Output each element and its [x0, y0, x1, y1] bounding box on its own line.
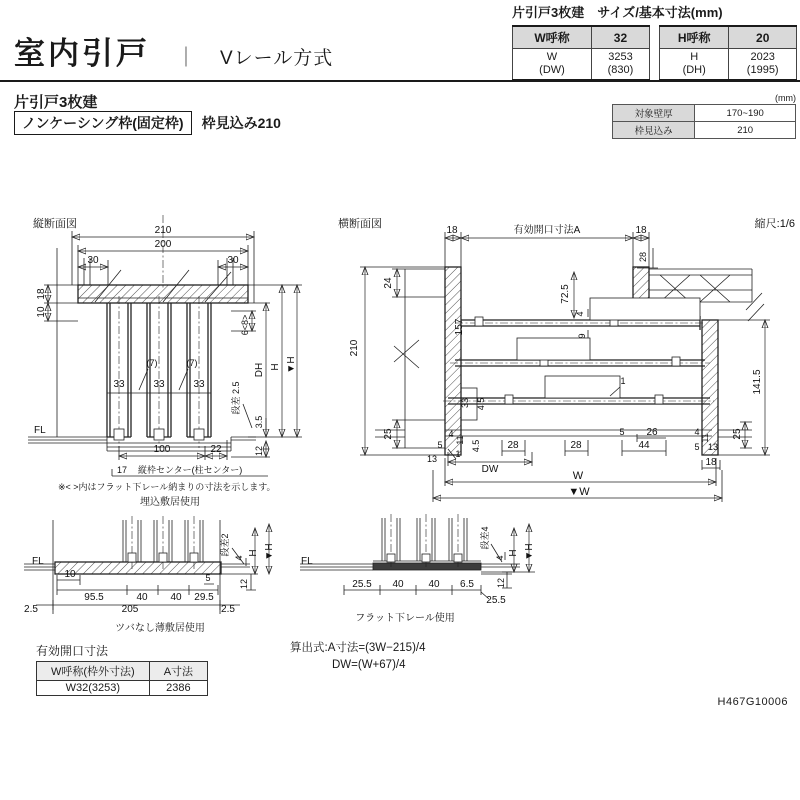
dim-label: 4	[448, 429, 454, 439]
door-stile-mid	[517, 338, 590, 360]
dim-label: 33	[460, 397, 470, 409]
head-jamb	[78, 285, 248, 303]
dim-label: 95.5	[84, 592, 104, 603]
dim-label: H	[270, 363, 281, 371]
page-title: 室内引戸	[14, 36, 150, 71]
dim-label: (7)	[146, 358, 158, 368]
dh-label: (DH)	[682, 64, 706, 77]
w-value: 3253	[608, 51, 633, 63]
roller-1	[114, 429, 124, 440]
wall-row-label: 対象壁厚	[613, 105, 695, 122]
depth-row-label: 枠見込み	[613, 122, 695, 139]
dim-label: FL	[32, 556, 44, 567]
calculation-formula	[290, 640, 425, 675]
dim-label: 30	[227, 255, 239, 266]
dim-label: 縦断面図	[33, 218, 77, 230]
dim-label: ※< >内はフラット下レール納まりの寸法を示します。	[58, 482, 276, 492]
frame-spec-row	[14, 111, 281, 135]
wall-studs	[57, 248, 233, 437]
dim-label: 4	[234, 555, 244, 561]
size-table-title: 片引戸3枚建 サイズ/基本寸法(mm)	[512, 5, 723, 20]
dim-label: H	[508, 549, 519, 557]
dim-label: 1	[620, 376, 626, 386]
dim-label: 18	[446, 225, 458, 236]
dim-label: 2.5	[221, 604, 235, 615]
dim-label: 25.5	[486, 595, 506, 606]
dim-label: 72.5	[560, 284, 571, 304]
frame-depth-label: 枠見込み210	[201, 115, 281, 131]
extension-lines	[44, 231, 254, 321]
dim-label: 縦枠センター(柱センター)	[138, 465, 243, 475]
formula-line-1: 算出式:A寸法=(3W−215)/4	[290, 642, 426, 654]
dim-label: ▼H	[524, 543, 535, 561]
dim-label: 段差 2.5	[231, 381, 241, 415]
opening-table-title: 有効開口寸法	[36, 644, 109, 658]
width-size-table	[512, 25, 650, 81]
dim-label: 40	[428, 579, 440, 590]
h-value: 2023	[750, 51, 775, 63]
dim-label: 25	[732, 428, 743, 440]
floor-lines	[28, 437, 256, 451]
roller	[128, 553, 136, 562]
dim-label: 33	[153, 379, 165, 390]
dim-label: 24	[383, 277, 394, 289]
door-stile-top	[590, 298, 700, 320]
dim-label: 28	[507, 440, 519, 451]
title-separator: ｜	[176, 47, 196, 69]
dim-label: 1	[455, 449, 461, 459]
dim-label: 6<8>	[240, 314, 250, 336]
dim-label: 10	[64, 569, 76, 580]
dim-label: 6.5	[460, 579, 474, 590]
dim-label: 22	[210, 444, 222, 455]
dim-label: 33	[193, 379, 205, 390]
dim-label: 11	[700, 433, 710, 443]
dim-label: 17	[116, 465, 128, 475]
dim-label: 横断面図	[338, 218, 382, 230]
dim-label: 40	[136, 592, 148, 603]
dim-label: 33	[113, 379, 125, 390]
dim-label: 18	[36, 288, 47, 300]
dim-label: 10	[36, 306, 47, 318]
h-value-cell	[729, 49, 797, 81]
dim-label: 4	[495, 555, 505, 561]
dim-label: 12	[496, 577, 506, 589]
dim-label: DW	[481, 464, 499, 475]
top-extension-lines	[445, 232, 649, 267]
dim-label: 11	[455, 435, 465, 445]
opening-w-value: W32(3253)	[37, 681, 150, 696]
dim-label: 210	[349, 339, 360, 357]
dh-value: (1995)	[746, 64, 779, 77]
w-label: W	[546, 51, 558, 63]
roller	[190, 553, 198, 562]
dim-label: 100	[153, 444, 171, 455]
dw-label: (DW)	[539, 64, 565, 77]
dim-label: 205	[121, 604, 139, 615]
embedded-sill	[55, 562, 221, 574]
page-header	[14, 28, 333, 73]
door-stile-bottom	[545, 376, 620, 398]
wall-row-value: 170~190	[695, 105, 796, 122]
dim-label: DH	[254, 362, 265, 378]
opening-col-header-a: A寸法	[149, 662, 207, 681]
dim-label: 28	[570, 440, 582, 451]
dim-label: 9	[577, 333, 587, 339]
dim-label: 埋込敷居使用	[140, 497, 200, 508]
dim-label: 44	[638, 440, 650, 451]
h-name-header: H呼称	[660, 26, 729, 49]
dim-label: 28	[638, 251, 648, 263]
right-jamb	[633, 267, 649, 302]
w-value-header: 32	[591, 26, 649, 49]
dim-label: 40	[170, 592, 182, 603]
h-value-header: 20	[729, 26, 797, 49]
dim-label: 4	[694, 427, 700, 437]
roller	[422, 554, 430, 562]
roller	[159, 553, 167, 562]
dim-label: 26	[646, 427, 658, 438]
effective-opening-block	[36, 642, 208, 696]
dim-label: 3.5	[254, 415, 264, 429]
dim-label: 縮尺:1/6	[754, 218, 795, 230]
dim-label: 2.5	[24, 604, 38, 615]
document-code: H467G10006	[717, 696, 788, 708]
dim-label: ツバなし薄敷居使用	[115, 623, 205, 634]
roller	[387, 554, 395, 562]
flat-rail	[373, 563, 481, 570]
dim-label: 13	[426, 454, 438, 464]
track-roller	[505, 395, 513, 404]
roller-3	[194, 429, 204, 440]
dim-label: 12	[254, 445, 264, 457]
wall-thickness-table	[612, 104, 796, 139]
dim-label: 13	[707, 442, 719, 452]
h-label: H	[690, 51, 699, 63]
dim-label: ▼H	[286, 356, 297, 374]
wall-thickness-block	[612, 93, 796, 139]
dim-label: 40	[392, 579, 404, 590]
dim-label: 段差2	[220, 533, 230, 557]
dim-label: 210	[154, 225, 172, 236]
dim-label: 有効開口寸法A	[513, 225, 581, 236]
left-jamb	[445, 267, 461, 455]
opening-col-header-w: W呼称(枠外寸法)	[37, 662, 150, 681]
size-table-block	[512, 2, 798, 81]
dim-label: 4.5	[471, 439, 481, 453]
dim-label: 5	[694, 442, 700, 452]
product-name: 片引戸3枚建	[14, 94, 98, 111]
dim-label: 200	[154, 239, 172, 250]
dim-label: フラット下レール使用	[355, 613, 455, 624]
dim-label: 5	[619, 427, 625, 437]
threshold-lines	[445, 430, 712, 436]
page-subtitle: Vレール方式	[220, 48, 334, 69]
roller-2	[154, 429, 164, 440]
dim-label: FL	[301, 556, 313, 567]
dim-label: 5	[437, 440, 443, 450]
dim-label: 4.5	[476, 397, 486, 411]
dim-label: 29.5	[194, 592, 214, 603]
depth-row-value: 210	[695, 122, 796, 139]
opening-a-value: 2386	[149, 681, 207, 696]
w-name-header: W呼称	[513, 26, 592, 49]
dim-label: H	[248, 549, 259, 557]
dim-label: 5	[205, 573, 211, 583]
w-value-cell	[591, 49, 649, 81]
dim-label: FL	[34, 425, 46, 436]
effective-opening-table	[36, 661, 208, 696]
unit-label: (mm)	[775, 93, 796, 103]
left-wall	[360, 267, 445, 455]
h-label-cell	[660, 49, 729, 81]
dim-label: 30	[87, 255, 99, 266]
dim-label: 25	[383, 428, 394, 440]
dim-label: 12	[239, 578, 249, 590]
dim-label: 157	[454, 318, 465, 336]
w-label-cell	[513, 49, 592, 81]
roller	[454, 554, 462, 562]
height-size-table	[659, 25, 797, 81]
track-roller	[655, 395, 663, 404]
dim-label: 4	[575, 311, 585, 317]
track-roller	[672, 357, 680, 366]
track-roller	[475, 317, 483, 326]
dim-label: 141.5	[752, 369, 763, 395]
dim-label: W	[572, 470, 584, 482]
dim-label: (7)	[186, 358, 198, 368]
dim-label: 段差4	[480, 526, 490, 550]
dim-label: ▼H	[264, 543, 275, 561]
formula-line-2: DW=(W+67)/4	[332, 659, 406, 672]
dim-label: 25.5	[352, 579, 372, 590]
dw-value: (830)	[607, 64, 634, 77]
dim-label: 18	[705, 457, 717, 468]
dim-label: ▼W	[568, 486, 590, 498]
dim-label: 18	[635, 225, 647, 236]
right-step-lines	[481, 564, 535, 572]
frame-type-badge: ノンケーシング枠(固定枠)	[14, 111, 192, 135]
vertical-section-drawing	[28, 215, 302, 476]
